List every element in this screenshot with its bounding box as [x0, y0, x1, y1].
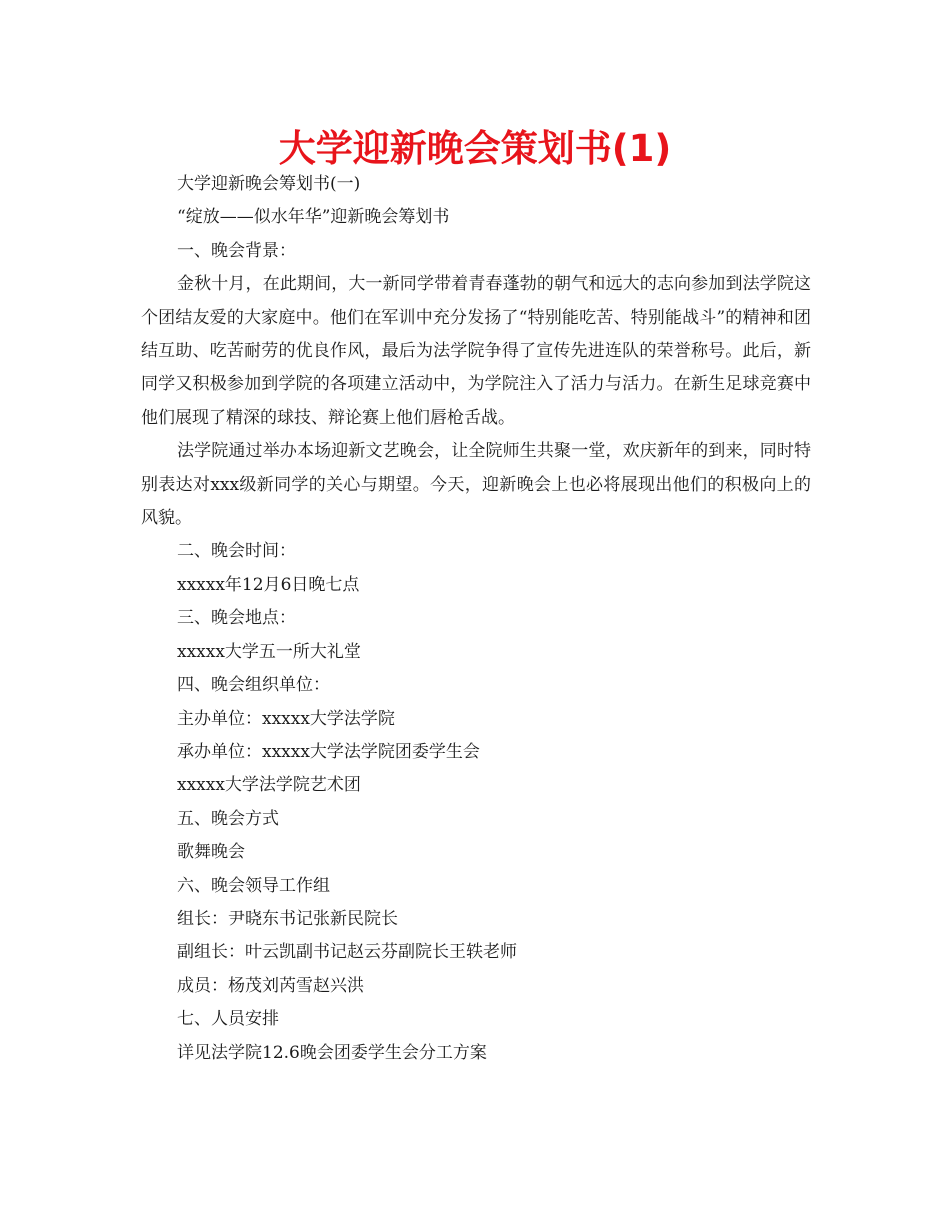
team-leader: 组长：尹晓东书记张新民院长	[177, 908, 398, 929]
staffing-details: 详见法学院12.6晚会团委学生会分工方案	[177, 1042, 487, 1063]
section-heading-leadership: 六、晚会领导工作组	[177, 875, 330, 896]
team-members: 成员：杨茂刘芮雪赵兴洪	[177, 975, 364, 996]
document-body	[141, 168, 811, 1070]
organizer-unit: 承办单位：xxxxx大学法学院团委学生会	[177, 741, 480, 762]
event-time: xxxxx年12月6日晚七点	[177, 574, 360, 595]
subtitle-line: 大学迎新晚会筹划书(一)	[177, 174, 361, 194]
section-heading-background: 一、晚会背景：	[177, 240, 296, 261]
section-heading-location: 三、晚会地点：	[177, 608, 296, 629]
background-paragraph-1: 金秋十月，在此期间，大一新同学带着青春蓬勃的朝气和远大的志向参加到法学院这个团结友爱的大家庭中。他们在军训中充分发扬了“特别能吃苦、特别能战斗”的精神和团结互助、吃苦耐劳的优良作风，最后为法学院争得了宣传先进连队的荣誉称号。此后，新同学又积极参加到学院的各项建立活动中，为学院注入了活力与活力。在新生足球竞赛中他们展现了精深的球技、辩论赛上他们唇枪舌战。	[141, 274, 811, 428]
background-paragraph-2: 法学院通过举办本场迎新文艺晚会，让全院师生共聚一堂，欢庆新年的到来，同时特别表达对xxx级新同学的关心与期望。今天，迎新晚会上也必将展现出他们的积极向上的风貌。	[141, 441, 811, 529]
event-location: xxxxx大学五一所大礼堂	[177, 641, 361, 662]
event-format: 歌舞晚会	[177, 842, 245, 863]
host-unit: 主办单位：xxxxx大学法学院	[177, 708, 395, 729]
art-troupe: xxxxx大学法学院艺术团	[177, 775, 361, 796]
section-heading-organizers: 四、晚会组织单位：	[177, 675, 330, 696]
deputy-leaders: 副组长：叶云凯副书记赵云芬副院长王轶老师	[177, 942, 517, 963]
program-name-line: “绽放——似水年华”迎新晚会筹划书	[177, 207, 450, 228]
section-heading-staffing: 七、人员安排	[177, 1009, 279, 1030]
document-title: 大学迎新晚会策划书(1)	[278, 127, 672, 170]
section-heading-time: 二、晚会时间：	[177, 541, 296, 562]
section-heading-format: 五、晚会方式	[177, 808, 279, 829]
